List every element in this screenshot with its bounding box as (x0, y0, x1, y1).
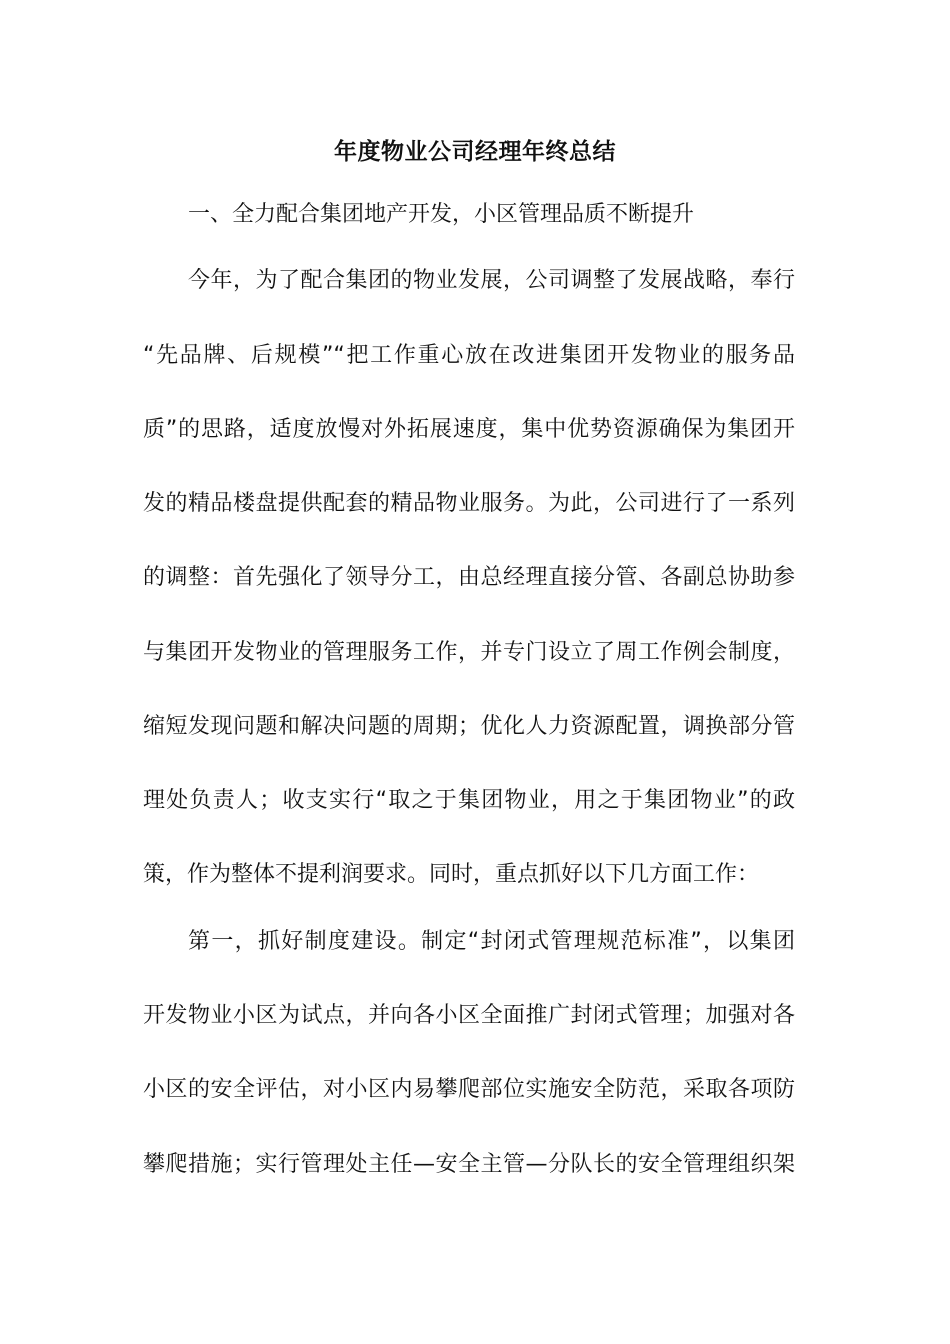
paragraph-line: 质”的思路，适度放慢对外拓展速度，集中优势资源确保为集团开 (143, 417, 795, 442)
paragraph-line: “先品牌、后规模”“把工作重心放在改进集团开发物业的服务品 (143, 343, 795, 368)
section-heading: 一、全力配合集团地产开发，小区管理品质不断提升 (188, 202, 695, 227)
paragraph-line: 今年，为了配合集团的物业发展，公司调整了发展战略，奉行 (188, 268, 795, 293)
paragraph-line: 缩短发现问题和解决问题的周期；优化人力资源配置，调换部分管 (143, 714, 795, 739)
paragraph-line: 策，作为整体不提利润要求。同时，重点抓好以下几方面工作： (143, 862, 760, 887)
paragraph-line: 与集团开发物业的管理服务工作，并专门设立了周工作例会制度， (143, 640, 795, 665)
paragraph-line: 小区的安全评估，对小区内易攀爬部位实施安全防范，采取各项防 (143, 1077, 795, 1102)
paragraph-line: 第一，抓好制度建设。制定“封闭式管理规范标准”，以集团 (188, 929, 795, 954)
paragraph-line: 的调整：首先强化了领导分工，由总经理直接分管、各副总协助参 (143, 565, 795, 590)
document-title: 年度物业公司经理年终总结 (334, 139, 616, 165)
paragraph-line: 攀爬措施；实行管理处主任—安全主管—分队长的安全管理组织架 (143, 1152, 795, 1177)
paragraph-line: 理处负责人；收支实行“取之于集团物业，用之于集团物业”的政 (143, 788, 795, 813)
paragraph-line: 开发物业小区为试点，并向各小区全面推广封闭式管理；加强对各 (143, 1003, 795, 1028)
paragraph-line: 发的精品楼盘提供配套的精品物业服务。为此，公司进行了一系列 (143, 491, 795, 516)
